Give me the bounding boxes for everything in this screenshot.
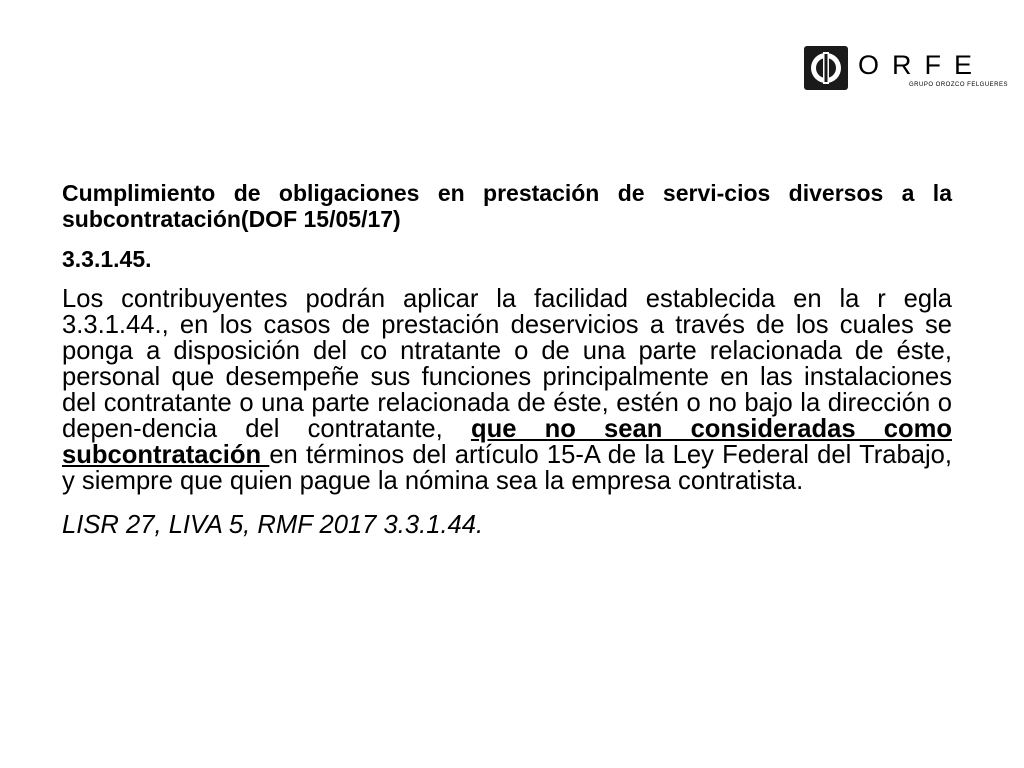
document-body <box>62 180 952 538</box>
paragraph-text-before: Los contribuyentes podrán aplicar la facilidad establecida en la r egla 3.3.1.44., en los casos de prestación deservicios a través de los cuales se ponga a disposición del co ntratante o de una parte relacionada de éste, personal que desempeñe sus funciones principalmente en las instalaciones del contratante o una parte relacionada de éste, estén o no bajo la dirección o depen-dencia del contratante, <box>62 285 952 443</box>
logo-wordmark: ORFE <box>858 50 986 80</box>
logo-subtitle: GRUPO OROZCO FELGUERES <box>909 82 1009 88</box>
rule-number: 3.3.1.45. <box>62 246 152 272</box>
legal-references: LISR 27, LIVA 5, RMF 2017 3.3.1.44. <box>62 511 484 539</box>
orfe-logo <box>804 46 1009 92</box>
orfe-emblem-icon <box>804 46 848 90</box>
rule-paragraph <box>62 286 952 494</box>
paragraph-emphasis: que no sean consideradas como subcontratación <box>62 415 953 469</box>
document-title: Cumplimiento de obligaciones en prestación de servi-cios diversos a la subcontratación(DOF 15/05/17) <box>62 180 952 232</box>
paragraph-text-after: en términos del artículo 15-A de la Ley Federal del Trabajo, y siempre que quien pague la nómina sea la empresa contratista. <box>62 441 953 495</box>
